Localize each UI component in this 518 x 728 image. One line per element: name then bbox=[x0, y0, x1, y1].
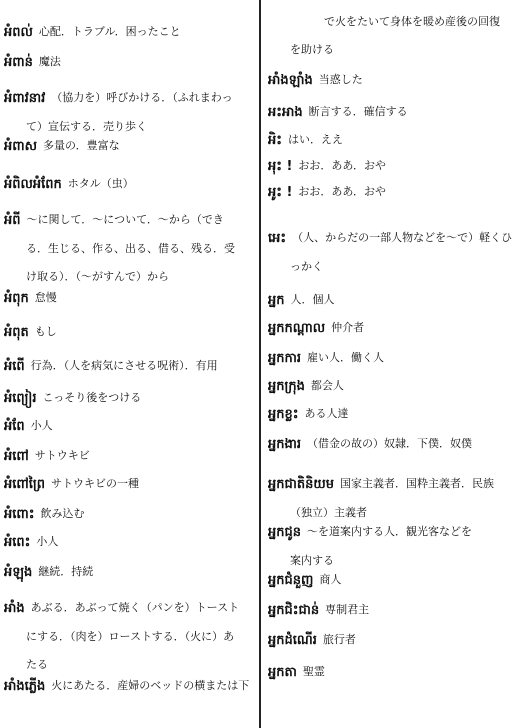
japanese-definition: ～に関して．～について．～から（でき bbox=[26, 213, 224, 226]
dictionary-entry bbox=[4, 678, 255, 695]
dictionary-entry bbox=[4, 534, 255, 551]
dictionary-entry bbox=[268, 184, 514, 201]
dictionary-entry bbox=[4, 358, 255, 375]
entry-first-line bbox=[268, 602, 514, 619]
entry-first-line bbox=[268, 436, 514, 453]
entry-first-line bbox=[4, 678, 255, 695]
entry-first-line bbox=[268, 406, 514, 423]
khmer-headword: អំពោះ bbox=[4, 507, 35, 522]
entry-first-line bbox=[4, 534, 255, 551]
dictionary-entry bbox=[4, 324, 255, 341]
japanese-definition: はい．ええ bbox=[287, 133, 343, 146]
japanese-definition: 商人 bbox=[319, 573, 342, 586]
dictionary-entry bbox=[4, 506, 255, 523]
entry-first-line bbox=[268, 158, 514, 175]
japanese-definition: 都会人 bbox=[310, 379, 344, 392]
entry-first-line bbox=[268, 524, 514, 541]
dictionary-entry bbox=[268, 350, 514, 367]
japanese-definition: おお．ああ．おや bbox=[298, 185, 386, 198]
japanese-definition: サトウキビの一種 bbox=[51, 477, 140, 490]
dictionary-entry bbox=[268, 378, 514, 395]
khmer-headword: អ្នកក្រុង bbox=[268, 379, 305, 394]
entry-first-line bbox=[4, 54, 255, 71]
column-divider bbox=[259, 0, 261, 728]
khmer-headword: អ្នកការ bbox=[268, 351, 302, 366]
entry-first-line bbox=[268, 104, 514, 121]
japanese-definition: 継続．持続 bbox=[38, 565, 94, 578]
khmer-headword: អ្នកងារ bbox=[268, 437, 302, 452]
entry-first-line bbox=[4, 138, 255, 155]
khmer-headword: អំព្យៀរ bbox=[4, 391, 37, 406]
dictionary-entry bbox=[4, 418, 255, 435]
khmer-headword: អំពិលអំពែក bbox=[4, 177, 62, 192]
entry-first-line bbox=[4, 324, 255, 341]
japanese-definition: （借金の故の）奴隷．下僕．奴僕 bbox=[307, 437, 473, 450]
dictionary-entry bbox=[268, 436, 514, 453]
entry-first-line bbox=[4, 600, 255, 617]
definition-continuation: て）宣伝する．売り歩く bbox=[26, 120, 147, 133]
japanese-definition: 心配．トラブル．困ったこと bbox=[38, 25, 181, 38]
dictionary-entry bbox=[268, 230, 514, 275]
khmer-headword: អេះ bbox=[268, 231, 287, 246]
japanese-definition: （協力を）呼びかける．（ふれまわっ bbox=[51, 91, 233, 104]
dictionary-entry bbox=[268, 406, 514, 423]
entry-first-line bbox=[4, 506, 255, 523]
entry-first-line bbox=[4, 418, 255, 435]
khmer-headword: អិះ bbox=[268, 133, 282, 148]
khmer-headword: អ្នកតា bbox=[268, 665, 297, 680]
dictionary-entry bbox=[4, 476, 255, 493]
khmer-headword: អំពាវនាវ bbox=[4, 91, 46, 106]
khmer-headword: អាំង bbox=[4, 601, 25, 616]
dictionary-entry bbox=[4, 54, 255, 71]
japanese-definition: 飲み込む bbox=[40, 507, 85, 520]
definition-continuation: たる bbox=[26, 658, 48, 671]
entry-first-line bbox=[4, 24, 255, 41]
khmer-headword: អ្នក bbox=[268, 293, 285, 308]
khmer-headword: អ្នកដំណើរ bbox=[268, 633, 317, 648]
khmer-headword: អំពល់ bbox=[4, 25, 33, 40]
japanese-definition: 当惑した bbox=[318, 73, 363, 86]
japanese-definition: で火をたいて身体を暖め産後の回復 bbox=[324, 15, 500, 28]
dictionary-entry bbox=[4, 212, 255, 285]
dictionary-entry bbox=[4, 390, 255, 407]
japanese-definition: ～を道案内する人．観光客などを bbox=[307, 525, 473, 538]
japanese-definition: 怠慢 bbox=[34, 291, 57, 304]
entry-first-line bbox=[4, 290, 255, 307]
japanese-definition: 雇い人．働く人 bbox=[307, 351, 385, 364]
japanese-definition: 仲介者 bbox=[331, 321, 365, 334]
dictionary-entry bbox=[4, 600, 255, 673]
khmer-headword: អំពែ bbox=[4, 419, 25, 434]
entry-first-line bbox=[268, 230, 514, 247]
entry-first-line bbox=[268, 14, 514, 30]
japanese-definition: 小人 bbox=[30, 419, 53, 432]
dictionary-entry bbox=[4, 90, 255, 135]
japanese-definition: 旅行者 bbox=[322, 633, 356, 646]
entry-first-line bbox=[268, 632, 514, 649]
khmer-headword: អ្នកជំនួញ bbox=[268, 573, 314, 588]
dictionary-entry bbox=[268, 632, 514, 649]
entry-first-line bbox=[268, 664, 514, 681]
entry-first-line bbox=[268, 572, 514, 589]
dictionary-entry bbox=[268, 664, 514, 681]
entry-first-line bbox=[268, 292, 514, 309]
dictionary-entry bbox=[268, 14, 514, 58]
definition-continuation: っかく bbox=[290, 260, 323, 273]
khmer-headword: អ្នកខ្លះ bbox=[268, 407, 299, 422]
dictionary-entry bbox=[268, 476, 514, 521]
entry-first-line bbox=[4, 212, 255, 229]
japanese-definition: ホタル（虫） bbox=[67, 177, 134, 190]
japanese-definition: 小人 bbox=[36, 535, 59, 548]
japanese-definition: 専制君主 bbox=[325, 603, 370, 616]
definition-continuation: 案内する bbox=[290, 554, 334, 567]
khmer-headword: អំពាន់ bbox=[4, 55, 33, 70]
japanese-definition: （人、からだの一部人物などを～で）軽くひ bbox=[292, 231, 513, 244]
dictionary-entry bbox=[4, 564, 255, 581]
definition-continuation: け取る）．（～がすんで）から bbox=[26, 270, 169, 283]
khmer-headword: អំពី bbox=[4, 213, 21, 228]
definition-continuation: （独立）主義者 bbox=[290, 506, 367, 519]
dictionary-entry bbox=[4, 138, 255, 155]
dictionary-entry bbox=[268, 72, 514, 89]
khmer-headword: អំពៅព្រៃ bbox=[4, 477, 46, 492]
entry-first-line bbox=[4, 448, 255, 465]
entry-first-line bbox=[268, 476, 514, 493]
japanese-definition: 火にあたる．産婦のベッドの横または下 bbox=[51, 679, 250, 692]
definition-continuation: を助ける bbox=[290, 43, 334, 56]
dictionary-entry bbox=[268, 104, 514, 121]
khmer-headword: អំពើ bbox=[4, 359, 25, 374]
khmer-headword: អ្នកជាតិនិយម bbox=[268, 477, 335, 492]
japanese-definition: 人．個人 bbox=[290, 293, 335, 306]
japanese-definition: 多量の．豊富な bbox=[43, 139, 120, 152]
dictionary-entry bbox=[268, 524, 514, 569]
japanese-definition: 行為．（人を病気にさせる呪術）．有用 bbox=[30, 359, 218, 372]
khmer-headword: អំពុត bbox=[4, 325, 29, 340]
khmer-headword: អុះ ! bbox=[268, 159, 293, 174]
japanese-definition: ある人達 bbox=[304, 407, 349, 420]
khmer-headword: អាំងភ្លើង bbox=[4, 679, 46, 694]
dictionary-entry bbox=[268, 292, 514, 309]
khmer-headword: អ្នកជូន bbox=[268, 525, 302, 540]
definition-continuation: にする．（肉を）ローストする．（火に）あ bbox=[26, 630, 235, 643]
entry-first-line bbox=[268, 320, 514, 337]
khmer-headword: អះអាង bbox=[268, 105, 303, 120]
dictionary-entry bbox=[268, 320, 514, 337]
entry-first-line bbox=[268, 350, 514, 367]
entry-first-line bbox=[268, 72, 514, 89]
dictionary-entry bbox=[4, 176, 255, 193]
entry-first-line bbox=[4, 358, 255, 375]
khmer-headword: អ្នកកណ្ដាល bbox=[268, 321, 326, 336]
dictionary-entry bbox=[268, 602, 514, 619]
dictionary-entry bbox=[268, 158, 514, 175]
entry-first-line bbox=[4, 476, 255, 493]
right-column bbox=[262, 0, 518, 728]
japanese-definition: もし bbox=[34, 325, 57, 338]
dictionary-entry bbox=[268, 572, 514, 589]
definition-continuation: る．生じる、作る、出る、借る、残る．受 bbox=[26, 242, 235, 255]
japanese-definition: 聖霊 bbox=[302, 665, 325, 678]
japanese-definition: 魔法 bbox=[38, 55, 61, 68]
japanese-definition: 国家主義者．国粋主義者．民族 bbox=[340, 477, 495, 490]
japanese-definition: 断言する．確信する bbox=[308, 105, 408, 118]
japanese-definition: サトウキビ bbox=[34, 449, 90, 462]
dictionary-entry bbox=[4, 290, 255, 307]
khmer-headword: អំពុក bbox=[4, 291, 29, 306]
entry-first-line bbox=[268, 132, 514, 149]
entry-first-line bbox=[268, 378, 514, 395]
japanese-definition: おお．ああ．おや bbox=[298, 159, 386, 172]
khmer-headword: អំពាស bbox=[4, 139, 38, 154]
dictionary-entry bbox=[4, 448, 255, 465]
japanese-definition: あぶる．あぶって焼く（パンを）トースト bbox=[30, 601, 240, 614]
dictionary-entry bbox=[4, 24, 255, 41]
entry-first-line bbox=[4, 176, 255, 193]
khmer-headword: អំពេះ bbox=[4, 535, 31, 550]
dictionary-entry bbox=[268, 132, 514, 149]
khmer-headword: អូះ ! bbox=[268, 185, 293, 200]
khmer-headword: អ្នកជិះជាន់ bbox=[268, 603, 320, 618]
entry-first-line bbox=[4, 90, 255, 107]
khmer-headword: អំឡុង bbox=[4, 565, 33, 580]
khmer-headword: អាំងឡាំង bbox=[268, 73, 313, 88]
japanese-definition: こっそり後をつける bbox=[42, 391, 142, 404]
khmer-headword: អំពៅ bbox=[4, 449, 29, 464]
entry-first-line bbox=[268, 184, 514, 201]
entry-first-line bbox=[4, 390, 255, 407]
entry-first-line bbox=[4, 564, 255, 581]
